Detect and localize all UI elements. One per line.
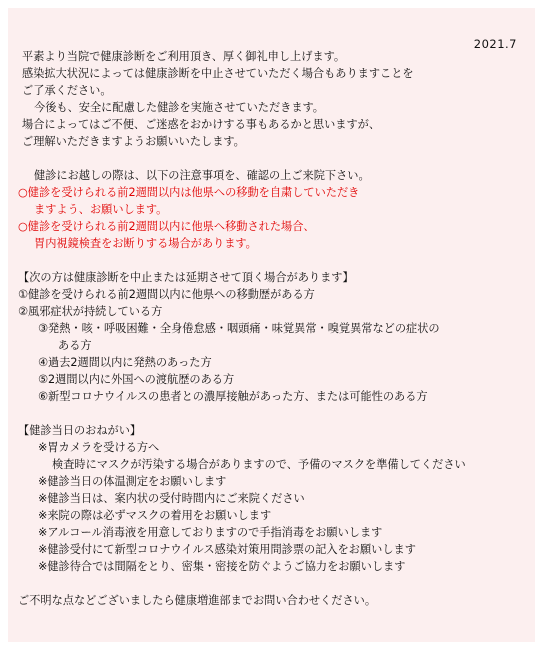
intro-line: 今後も、安全に配慮した健診を実施させていただきます。 — [34, 101, 324, 114]
request-item: ※健診待合では間隔をとり、密集・密接を防ぐようご協力をお願いします — [38, 560, 406, 573]
intro-line: ご了承ください。 — [22, 84, 112, 97]
request-item: ※健診当日の体温測定をお願いします — [38, 475, 227, 488]
postpone-item: ②風邪症状が持続している方 — [18, 305, 163, 318]
intro-line: 感染拡大状況によっては健康診断を中止させていただく場合もありますことを — [22, 67, 414, 80]
postpone-item: ⑥新型コロナウイルスの患者との濃厚接触があった方、または可能性のある方 — [38, 390, 428, 403]
notice-item: 胃内視鏡検査をお断りする場合があります。 — [34, 237, 257, 250]
notice-item: ますよう、お願いします。 — [34, 203, 168, 216]
intro-line: 平素より当院で健康診断をご利用頂き、厚く御礼申し上げます。 — [22, 50, 346, 63]
intro-line: 場合によってはご不便、ご迷惑をおかけする事もあるかと思いますが、 — [22, 118, 381, 131]
request-item: ※健診受付にて新型コロナウイルス感染対策用問診票の記入をお願いします — [38, 543, 416, 556]
intro-line: ご理解いただきますようお願いいたします。 — [22, 135, 245, 148]
postpone-item: ある方 — [58, 339, 92, 352]
postpone-item: ④過去2週間以内に発熱のあった方 — [38, 356, 212, 369]
notice-item: ○健診を受けられる前2週間以内に他県へ移動された場合、 — [18, 220, 315, 233]
postpone-heading: 【次の方は健康診断を中止または延期させて頂く場合があります】 — [18, 271, 354, 284]
postpone-item: ①健診を受けられる前2週間以内に他県への移動歴がある方 — [18, 288, 315, 301]
request-item: ※アルコール消毒液を用意しておりますので手指消毒をお願いします — [38, 526, 383, 539]
request-item: ※健診当日は、案内状の受付時間内にご来院ください — [38, 492, 305, 505]
postpone-item: ③発熱・咳・呼吸困難・全身倦怠感・咽頭痛・味覚異常・嗅覚異常などの症状の — [38, 322, 440, 335]
notice-item: ○健診を受けられる前2週間以内は他県への移動を自粛していただき — [18, 186, 360, 199]
issue-date: 2021.7 — [473, 37, 517, 51]
request-item: ※来院の際は必ずマスクの着用をお願いします — [38, 509, 272, 522]
contact-footer: ご不明な点などございましたら健康増進部までお問い合わせください。 — [18, 594, 377, 607]
notice-heading: 健診にお越しの際は、以下の注意事項を、確認の上ご来院下さい。 — [34, 169, 370, 182]
request-item: 検査時にマスクが汚染する場合がありますので、予備のマスクを準備してください — [52, 458, 466, 471]
notice-panel — [8, 8, 535, 642]
postpone-item: ⑤2週間以内に外国への渡航歴のある方 — [38, 373, 235, 386]
requests-heading: 【健診当日のおねがい】 — [18, 424, 142, 437]
request-item: ※胃カメラを受ける方へ — [38, 441, 160, 454]
